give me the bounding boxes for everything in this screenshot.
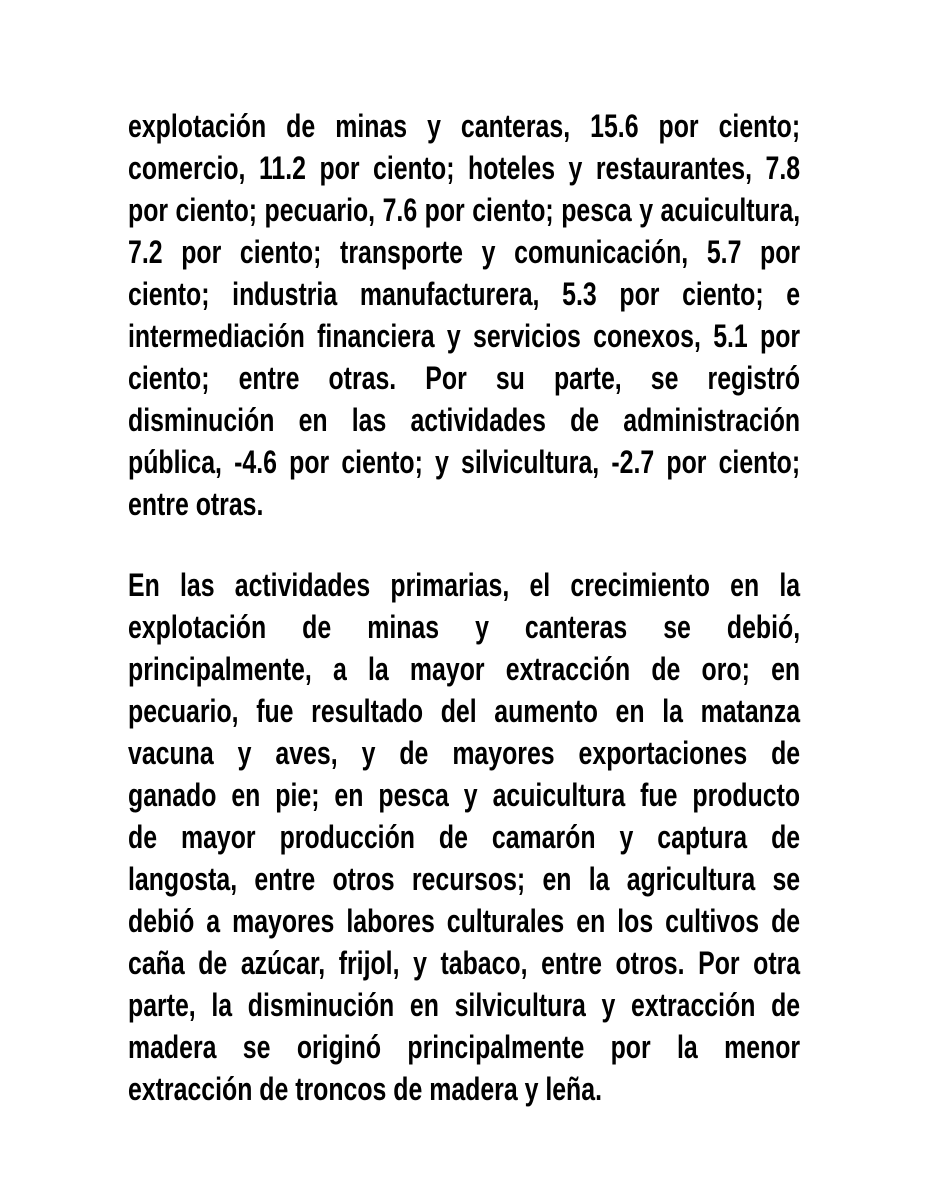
text-line: extracción de troncos de madera y leña. [128, 1071, 602, 1107]
text-block [128, 105, 800, 1110]
text-line: ganado en pie; en pesca y acuicultura fue producto [128, 777, 801, 813]
text-line: pública, -4.6 por ciento; y silvicultura, -2.7 por ciento; [128, 444, 801, 480]
text-line: langosta, entre otros recursos; en la agricultura se [128, 861, 801, 897]
text-line: debió a mayores labores culturales en los cultivos de [128, 903, 801, 939]
text-line: explotación de minas y canteras se debió, [128, 609, 801, 645]
text-line: explotación de minas y canteras, 15.6 por ciento; [128, 108, 801, 144]
text-line: madera se originó principalmente por la menor [128, 1029, 801, 1065]
text-line: principalmente, a la mayor extracción de oro; en [128, 651, 801, 687]
text-line: ciento; industria manufacturera, 5.3 por ciento; e [128, 276, 801, 312]
text-line: de mayor producción de camarón y captura de [128, 819, 801, 855]
text-line: vacuna y aves, y de mayores exportaciones de [128, 735, 801, 771]
text-line: pecuario, fue resultado del aumento en la matanza [128, 693, 801, 729]
text-line: ciento; entre otras. Por su parte, se registró [128, 360, 801, 396]
text-line: 7.2 por ciento; transporte y comunicación, 5.7 por [128, 234, 801, 270]
text-line: entre otras. [128, 486, 264, 522]
text-line: por ciento; pecuario, 7.6 por ciento; pesca y acuicultura, [128, 192, 801, 228]
text-line: intermediación financiera y servicios conexos, 5.1 por [128, 318, 801, 354]
text-line: disminución en las actividades de administración [128, 402, 801, 438]
text-line: parte, la disminución en silvicultura y extracción de [128, 987, 801, 1023]
text-line: En las actividades primarias, el crecimiento en la [128, 567, 801, 603]
text-line: caña de azúcar, frijol, y tabaco, entre otros. Por otra [128, 945, 801, 981]
paragraph-2 [128, 564, 800, 1110]
text-line: comercio, 11.2 por ciento; hoteles y restaurantes, 7.8 [128, 150, 801, 186]
paragraph-1 [128, 105, 800, 525]
